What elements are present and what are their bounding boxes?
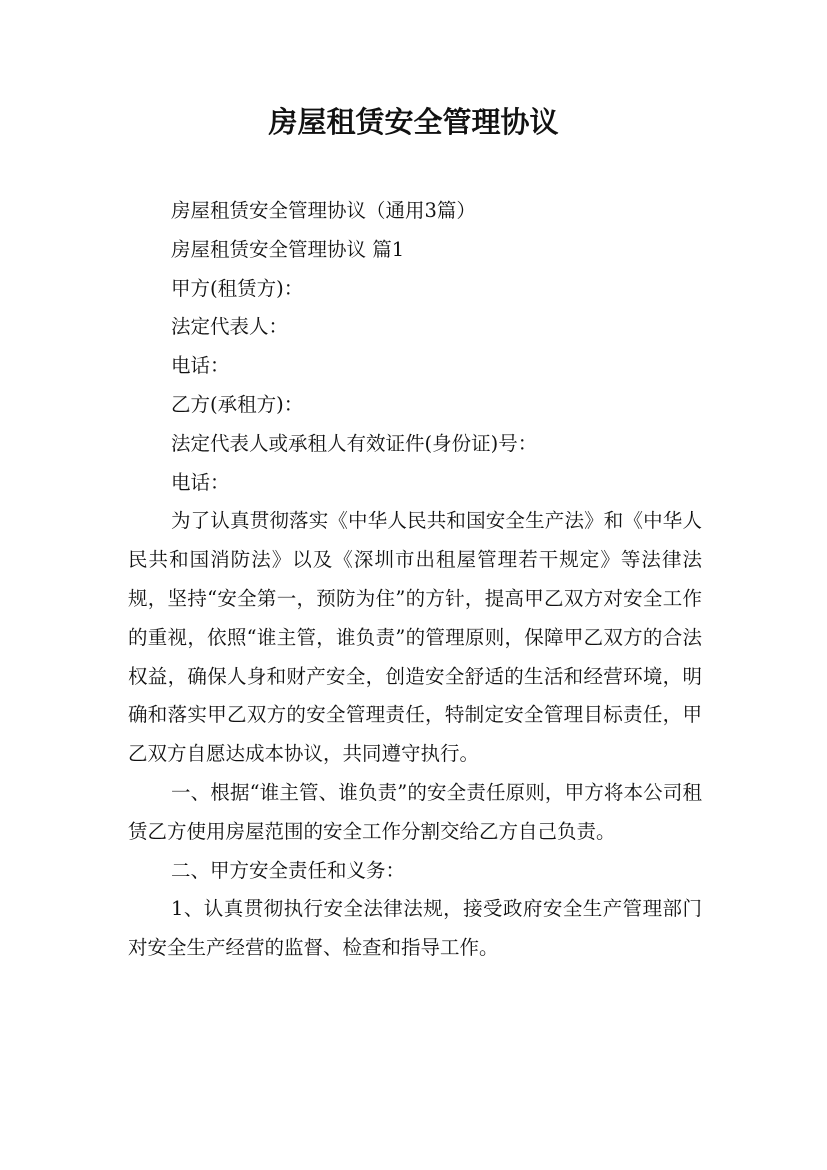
document-body	[128, 192, 702, 968]
party-b-phone-label: 电话：	[171, 470, 230, 494]
party-b-id-label: 法定代表人或承租人有效证件(身份证)号：	[171, 431, 538, 455]
clause-two-item-one: 1、认真贯彻执行安全法律法规，接受政府安全生产管理部门对安全生产经营的监督、检查和指导工作。	[128, 897, 702, 960]
document-title: 房屋租赁安全管理协议	[268, 105, 559, 139]
clause-two-heading: 二、甲方安全责任和义务：	[171, 858, 406, 882]
party-a-phone-label: 电话：	[171, 354, 230, 378]
party-a-label: 甲方(租赁方)：	[171, 276, 304, 300]
clause-one-paragraph: 一、根据“谁主管、谁负责”的安全责任原则，甲方将本公司租赁乙方使用房屋范围的安全工作分割交给乙方自己负责。	[128, 780, 702, 843]
party-a-legal-rep-label: 法定代表人：	[171, 315, 289, 339]
section-heading: 房屋租赁安全管理协议 篇1	[171, 237, 405, 261]
preamble-paragraph: 为了认真贯彻落实《中华人民共和国安全生产法》和《中华人民共和国消防法》以及《深圳市出租屋管理若干规定》等法律法规，坚持“安全第一，预防为住”的方针，提高甲乙双方对安全工作的重视，依照“谁主管，谁负责”的管理原则，保障甲乙双方的合法权益，确保人身和财产安全，创造安全舒适的生活和经营环境，明确和落实甲乙双方的安全管理责任，特制定安全管理目标责任，甲乙双方自愿达成本协议，共同遵守执行。	[128, 509, 702, 766]
subtitle-line: 房屋租赁安全管理协议（通用3篇）	[171, 199, 476, 222]
party-b-label: 乙方(承租方)：	[171, 392, 304, 416]
